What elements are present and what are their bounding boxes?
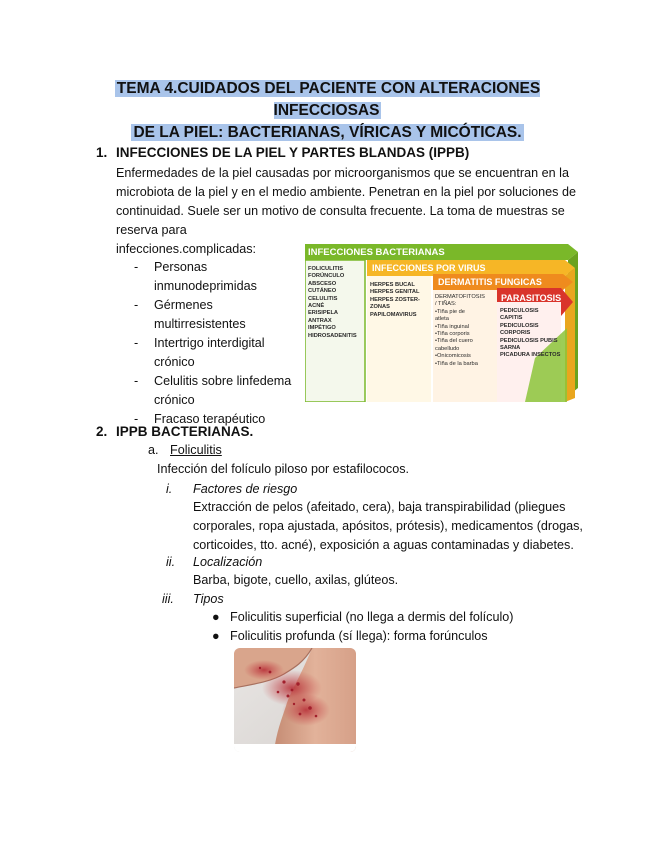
section-1-paragraph	[116, 164, 596, 240]
column-fungal: DERMATOFITOSIS / TIÑAS: •Tiña pie de atleta •Tiña inguinal •Tiña corporis •Tiña del cuero cabelludo •Onicomicosis •Tiña de la barba	[435, 294, 485, 367]
subsection-a-title: Foliculitis	[170, 443, 222, 457]
item-i-text	[193, 498, 593, 555]
dash-marker: -	[134, 298, 139, 312]
band-fungal: DERMATITIS FUNGICAS	[438, 277, 542, 287]
list-item-text: Personas	[154, 260, 208, 274]
folliculitis-illustration	[234, 648, 356, 752]
complications-list	[134, 258, 304, 429]
item-i-heading	[166, 480, 297, 499]
text-line: Extracción de pelos (afeitado, cera), baja transpirabilidad (pliegues	[193, 500, 566, 514]
bullet-icon: ●	[212, 629, 220, 643]
list-item	[212, 608, 513, 627]
infections-infographic	[305, 238, 578, 402]
item-iii-heading	[162, 590, 224, 609]
list-item-text: multirresistentes	[154, 317, 246, 331]
dash-marker: -	[134, 336, 139, 350]
subsection-a	[148, 441, 222, 460]
title-line-1: TEMA 4.CUIDADOS DEL PACIENTE CON ALTERACIONES INFECCIOSAS	[116, 80, 541, 119]
list-item-text: crónico	[154, 393, 195, 407]
item-iii-title: Tipos	[193, 592, 224, 606]
band-bacterial: INFECCIONES BACTERIANAS	[308, 247, 445, 258]
dash-marker: -	[134, 374, 139, 388]
paragraph-line: microbiota de la piel y en el medio ambiente. Penetran en la piel por soluciones de	[116, 185, 576, 199]
paragraph-line: infecciones.complicadas:	[116, 242, 257, 256]
band-parasitic: PARASITOSIS	[501, 293, 562, 303]
section-2-heading	[96, 424, 253, 439]
folliculitis-photo	[234, 648, 356, 752]
list-item	[134, 334, 304, 372]
list-item-text: Celulitis sobre linfedema	[154, 374, 292, 388]
list-item-text: Foliculitis superficial (no llega a dermis del folículo)	[230, 610, 514, 624]
bullet-icon: ●	[212, 610, 220, 624]
list-item-text: Gérmenes	[154, 298, 213, 312]
section-2-title: IPPB BACTERIANAS.	[116, 424, 254, 439]
section-2-number: 2.	[96, 424, 108, 439]
list-item	[134, 258, 304, 296]
title-line-2: DE LA PIEL: BACTERIANAS, VÍRICAS Y MICÓTICAS.	[133, 124, 522, 141]
subsection-a-description: Infección del folículo piloso por estafilococos.	[157, 462, 410, 476]
list-item	[212, 627, 513, 646]
item-ii-text: Barba, bigote, cuello, axilas, glúteos.	[193, 573, 399, 587]
paragraph-line: continuidad. Suele ser un motivo de consulta frecuente. La toma de muestras se	[116, 204, 565, 218]
paragraph-line: reserva para	[116, 223, 187, 237]
list-item-text: Foliculitis profunda (sí llega): forma forúnculos	[230, 629, 488, 643]
list-item	[134, 372, 304, 410]
rash-area	[244, 660, 284, 680]
list-item-text: inmunodeprimidas	[154, 279, 257, 293]
list-item-text: crónico	[154, 355, 195, 369]
list-item-text: Fracaso terapéutico	[154, 412, 266, 426]
text-line: corporales, ropa ajustada, apósitos, prótesis), medicamentos (drogas,	[193, 519, 583, 533]
band-virus: INFECCIONES POR VIRUS	[372, 263, 486, 273]
text-line: corticoides, tto. acné), exposición a aguas contaminadas y diabetes.	[193, 538, 574, 552]
list-item	[134, 296, 304, 334]
subsection-a-label: a.	[148, 443, 159, 457]
collar	[234, 744, 356, 752]
item-iii-label: iii.	[162, 592, 174, 606]
column-virus: HERPES BUCAL HERPES GENITAL HERPES ZOSTER- ZONAS PAPILOMAVIRUS	[370, 282, 420, 318]
item-ii-label: ii.	[166, 555, 176, 569]
item-ii-title: Localización	[193, 555, 263, 569]
dash-marker: -	[134, 260, 139, 274]
section-1-heading	[96, 145, 469, 160]
item-ii-heading	[166, 553, 262, 572]
paragraph-line: Enfermedades de la piel causadas por microorganismos que se encuentran en la	[116, 166, 569, 180]
item-i-label: i.	[166, 482, 173, 496]
dash-marker: -	[134, 412, 139, 426]
section-1-title: INFECCIONES DE LA PIEL Y PARTES BLANDAS (IPPB)	[116, 145, 470, 160]
section-1-number: 1.	[96, 145, 108, 160]
column-parasitic: PEDICULOSIS CAPITIS PEDICULOSIS CORPORIS PEDICULOSIS PUBIS SARNA PICADURA INSECTOS	[500, 308, 561, 359]
item-i-title: Factores de riesgo	[193, 482, 298, 496]
column-bacterial: FOLICULITIS FORÚNCULO ABSCESO CUTÁNEO CELULITIS ACNÉ ERISIPELA ANTRAX IMPÉTIGO HIDROSADENITIS	[308, 266, 357, 339]
types-list	[212, 608, 513, 646]
list-item-text: Intertrigo interdigital	[154, 336, 265, 350]
page-title	[60, 78, 595, 144]
rash-area	[282, 694, 330, 726]
